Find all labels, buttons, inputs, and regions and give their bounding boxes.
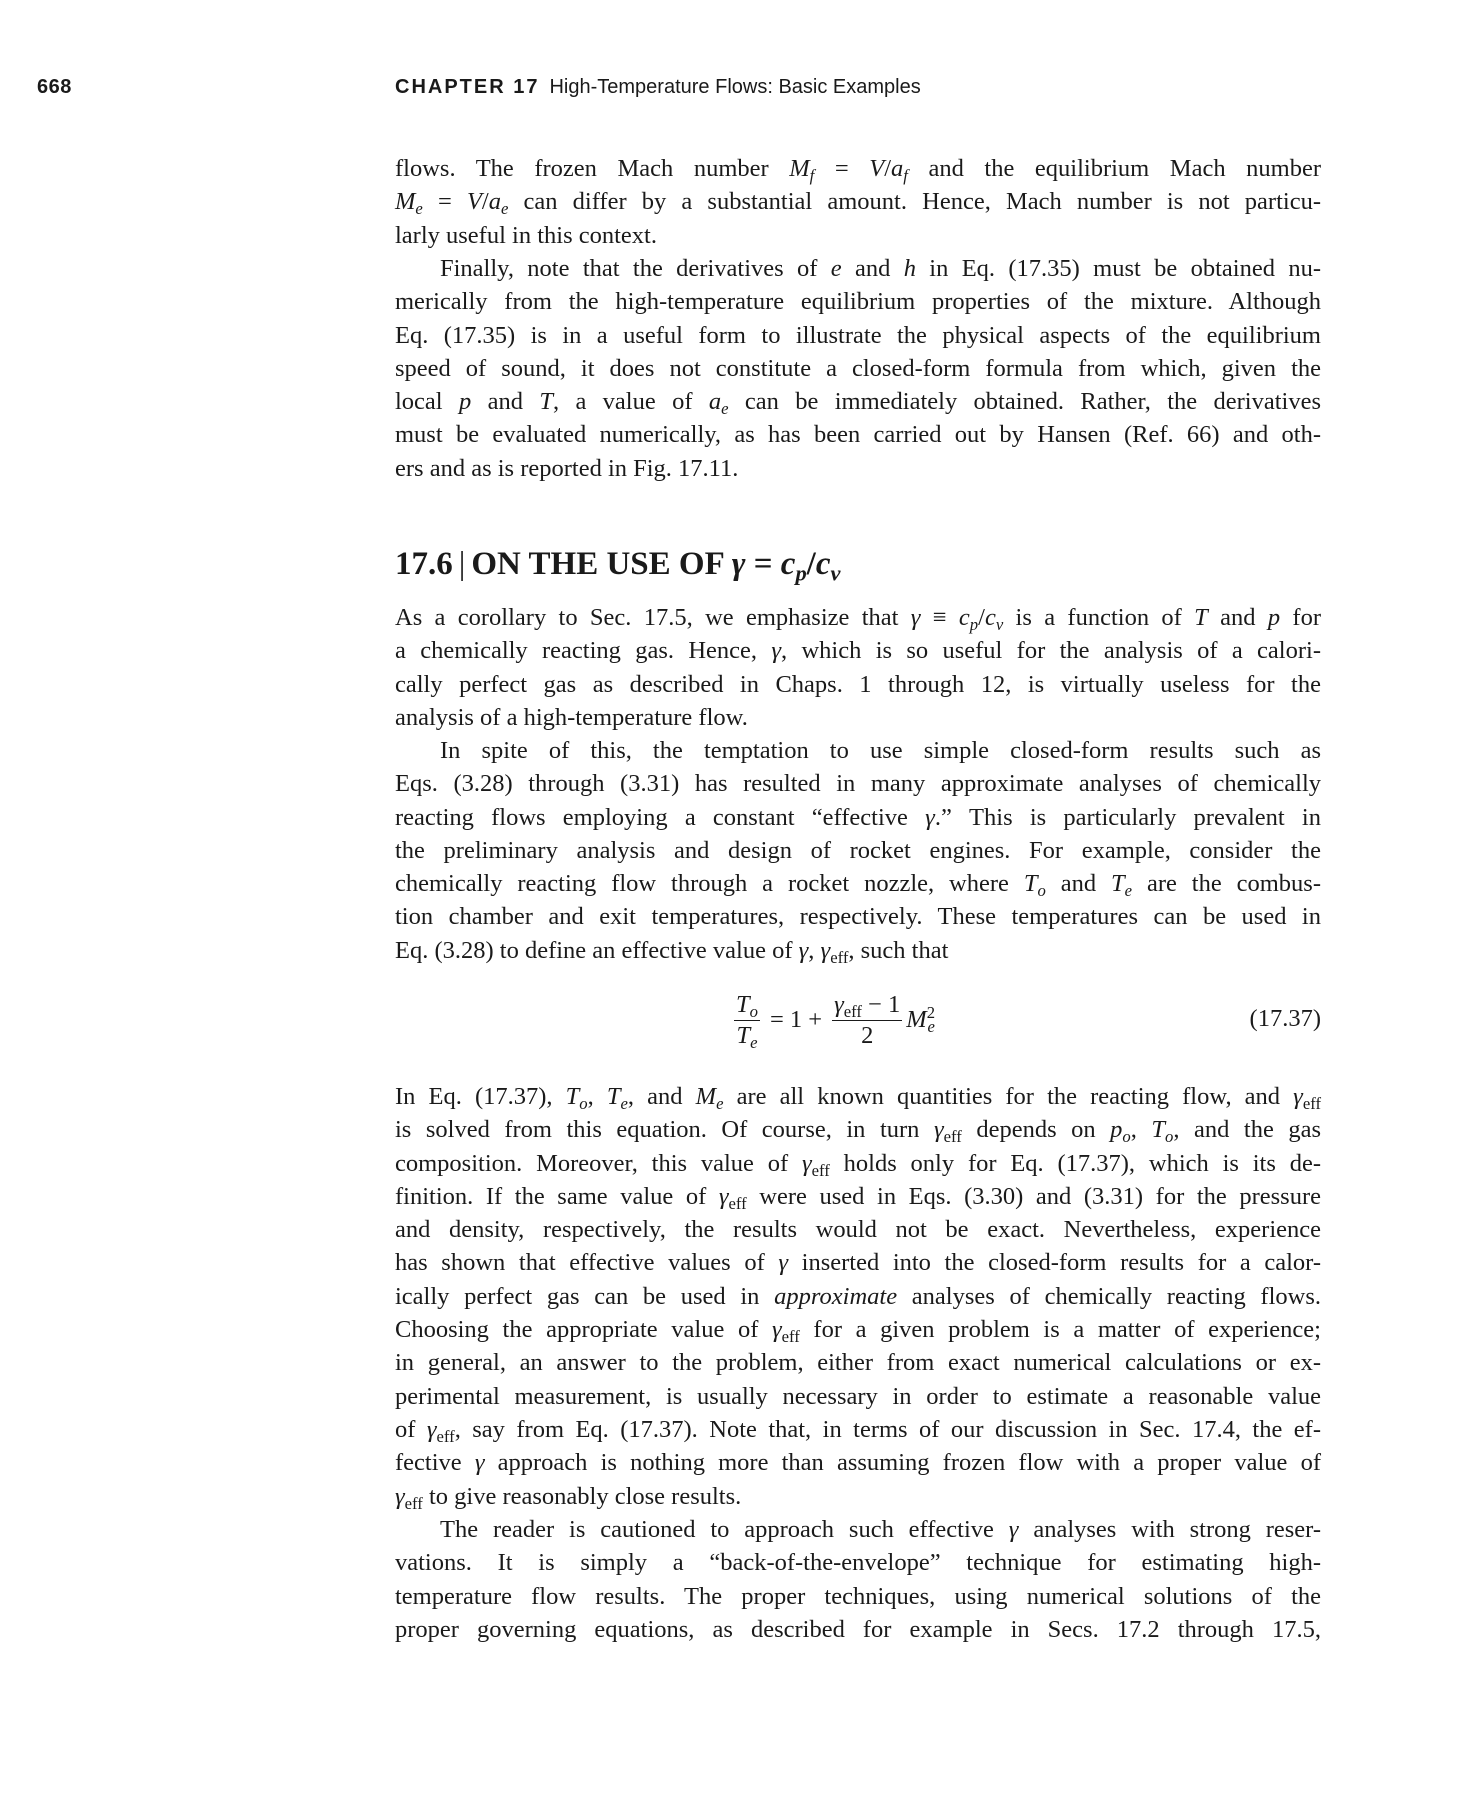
text-line [395, 867, 1321, 900]
text-run: proper governing equations, as described for example in Secs. 17.2 through 17.5, [395, 1615, 1321, 1643]
math-symbol [1023, 870, 1046, 901]
text-run: / [884, 155, 892, 182]
math-subscript: eff [781, 1327, 800, 1347]
eq-sub: e [750, 1032, 758, 1052]
math-symbol [801, 1149, 830, 1180]
text-run: , and the gas [1173, 1116, 1322, 1144]
math-var: γ [801, 1149, 812, 1177]
text-line [395, 934, 1321, 967]
math-var: γ [910, 604, 921, 631]
text-run: for a given problem is a matter of experience; [799, 1316, 1321, 1344]
math-subscript: e [415, 199, 423, 219]
math-subscript: eff [1302, 1093, 1322, 1113]
math-subscript: e [716, 1093, 724, 1113]
text-run: holds only for Eq. (17.37), which is its de- [829, 1149, 1321, 1177]
eq-text: − 1 [861, 990, 901, 1018]
text-run: cally perfect gas as described in Chaps. 1 through 12, is virtually useless for the [395, 670, 1321, 698]
math-var: approximate [774, 1282, 898, 1310]
math-var: γ [474, 1449, 485, 1477]
math-symbol [488, 188, 509, 219]
math-subscript: v [830, 560, 841, 586]
math-symbol [984, 604, 1004, 634]
text-line [395, 1180, 1321, 1213]
text-run: to give reasonably close results. [422, 1482, 742, 1510]
math-symbol [1194, 604, 1208, 631]
math-var: p [1267, 604, 1281, 631]
math-subscript: eff [728, 1193, 747, 1213]
math-symbol [771, 637, 781, 664]
math-symbol [565, 1083, 588, 1113]
text-line [395, 1380, 1321, 1413]
math-var: c [780, 546, 796, 582]
math-symbol [1009, 1516, 1019, 1543]
text-run: , such that [848, 936, 949, 964]
math-var: γ [731, 546, 746, 582]
eq-var: γ [834, 990, 844, 1018]
text-run: , and [627, 1083, 696, 1110]
math-subscript: f [809, 165, 815, 185]
math-symbol [774, 1283, 897, 1310]
paragraph [395, 734, 1321, 967]
eq-sup: 2 [926, 1002, 936, 1022]
text-line [395, 1213, 1321, 1246]
math-symbol [911, 604, 921, 631]
text-run: temperature flow results. The proper techniques, using numerical solutions of the [395, 1582, 1321, 1610]
math-subscript: o [1122, 1127, 1131, 1147]
text-line [395, 1580, 1321, 1613]
math-symbol [831, 255, 842, 282]
text-line [395, 601, 1321, 634]
chapter-label: CHAPTER 17 [395, 76, 540, 98]
math-var: a [708, 388, 722, 416]
math-var: h [903, 255, 916, 282]
math-symbol [1268, 604, 1280, 631]
text-line [395, 1613, 1321, 1646]
math-var: γ [771, 637, 782, 665]
math-subscript: v [995, 614, 1004, 634]
text-run: and density, respectively, the results would not be exact. Nevertheless, experience [395, 1216, 1321, 1244]
equation-number: (17.37) [1249, 1005, 1321, 1032]
math-symbol [869, 155, 884, 182]
math-symbol [459, 388, 471, 415]
text-line [395, 319, 1321, 352]
text-run: speed of sound, it does not constitute a closed-form formula from which, given the [395, 354, 1321, 382]
math-symbol [426, 1415, 455, 1446]
math-var: p [458, 388, 472, 416]
section-title: ON THE USE OF [471, 546, 732, 582]
math-subscript: o [1037, 881, 1046, 901]
text-run: chemically reacting flow through a rocket nozzle, where [395, 870, 1024, 898]
text-run: inserted into the closed-form results for a calor- [788, 1249, 1322, 1277]
math-symbol [732, 546, 746, 582]
text-run: of [395, 1415, 427, 1443]
math-subscript: eff [404, 1493, 423, 1513]
math-subscript: f [903, 165, 908, 185]
math-var: M [695, 1083, 717, 1110]
math-subscript: o [579, 1093, 588, 1113]
math-symbol [820, 936, 849, 967]
math-subscript: o [1165, 1127, 1174, 1147]
text-line [395, 219, 1321, 252]
paragraph [395, 1080, 1321, 1513]
math-subscript: e [620, 1093, 628, 1113]
text-line [395, 900, 1321, 933]
text-run: and [841, 255, 904, 282]
text-line [395, 767, 1321, 800]
math-var: γ [1008, 1516, 1019, 1543]
math-var: T [1151, 1116, 1166, 1144]
math-var: T [539, 388, 553, 416]
math-symbol [933, 1116, 962, 1147]
text-line [395, 1147, 1321, 1180]
text-line [395, 734, 1321, 767]
math-subscript: p [969, 614, 979, 634]
text-run: and [1207, 604, 1268, 631]
math-symbol [1111, 870, 1133, 901]
text-run: = [745, 546, 781, 582]
math-subscript: e [1124, 881, 1133, 901]
math-var: a [891, 155, 904, 182]
math-var: γ [925, 803, 935, 831]
text-line [395, 1413, 1321, 1446]
heading-separator: | [458, 546, 466, 582]
text-line [395, 1446, 1321, 1479]
text-run: has shown that effective values of [395, 1249, 779, 1277]
paragraph [395, 252, 1321, 485]
text-run: Finally, note that the derivatives of [440, 255, 831, 282]
math-var: γ [718, 1182, 729, 1210]
eq-sub: o [749, 1001, 758, 1021]
text-run: = [422, 188, 467, 216]
math-symbol [1151, 1116, 1174, 1147]
text-line [395, 1346, 1321, 1379]
eq-var: T [736, 990, 750, 1018]
math-symbol [539, 388, 553, 415]
math-symbol [695, 1083, 724, 1113]
math-symbol [771, 1316, 800, 1347]
text-run: can differ by a substantial amount. Hence, Mach number is not particu- [508, 188, 1321, 216]
math-var: e [830, 255, 842, 282]
text-line [395, 1546, 1321, 1579]
math-symbol [904, 255, 916, 282]
text-run: / [978, 604, 985, 631]
text-line [395, 418, 1321, 451]
gamma-fraction [832, 990, 902, 1051]
text-run: a chemically reacting gas. Hence, [395, 637, 772, 665]
math-var: T [606, 1083, 621, 1110]
math-symbol [1110, 1116, 1131, 1147]
math-symbol [606, 1083, 628, 1113]
text-run: were used in Eqs. (3.30) and (3.31) for the pressure [746, 1182, 1321, 1210]
text-run: analysis of a high-temperature flow. [395, 703, 748, 731]
text-line [395, 352, 1321, 385]
text-line [395, 1080, 1321, 1113]
text-line [395, 634, 1321, 667]
text-line [395, 668, 1321, 701]
eq-var: T [736, 1021, 751, 1049]
text-run: , which is so useful for the analysis of a calori- [781, 637, 1321, 665]
equation-17-37 [0, 985, 1473, 1055]
text-run: reacting flows employing a constant “effective [395, 803, 926, 831]
text-line [395, 285, 1321, 318]
text-run: tion chamber and exit temperatures, respectively. These temperatures can be used in [395, 903, 1321, 931]
math-var: a [488, 188, 501, 216]
math-var: c [984, 604, 996, 631]
math-var: T [565, 1083, 580, 1110]
text-run: Eq. (17.35) is in a useful form to illustrate the physical aspects of the equilibrium [395, 321, 1321, 349]
math-subscript: p [795, 560, 807, 586]
eq-sub: e [927, 1016, 935, 1036]
text-run: In spite of this, the temptation to use simple closed-form results such as [440, 737, 1321, 764]
text-run: for [1280, 604, 1321, 631]
math-var: M [395, 188, 416, 216]
math-symbol [708, 388, 729, 419]
text-run: finition. If the same value of [395, 1182, 719, 1210]
math-symbol [395, 1482, 423, 1513]
text-run: As a corollary to Sec. 17.5, we emphasize that [395, 604, 911, 631]
text-line [395, 252, 1321, 285]
math-symbol [467, 188, 482, 215]
math-symbol [718, 1182, 747, 1213]
text-run: local [395, 388, 459, 416]
section-formula [731, 546, 841, 586]
text-run: = [814, 155, 870, 182]
text-line [395, 1246, 1321, 1279]
math-var: M [789, 155, 810, 182]
text-run: , say from Eq. (17.37). Note that, in terms of our discussion in Sec. 17.4, the ef- [454, 1415, 1321, 1443]
text-run: and [471, 388, 540, 416]
eq-denominator: 2 [861, 1021, 874, 1049]
math-symbol [395, 188, 423, 219]
text-run: fective [395, 1449, 475, 1477]
math-subscript: eff [943, 1127, 962, 1147]
text-run: Choosing the appropriate value of [395, 1316, 772, 1344]
text-run: / [481, 188, 489, 216]
text-run: , [1130, 1116, 1152, 1144]
math-var: T [1111, 870, 1125, 898]
paragraph [395, 1513, 1321, 1646]
text-run: depends on [961, 1116, 1111, 1144]
text-run: ≡ [920, 604, 959, 631]
math-symbol [789, 155, 815, 185]
text-run: and the equilibrium Mach number [907, 155, 1321, 182]
math-var: V [869, 155, 885, 182]
math-var: γ [798, 936, 809, 964]
text-line [395, 1113, 1321, 1146]
math-var: p [1110, 1116, 1123, 1144]
math-subscript: e [721, 399, 729, 419]
math-var: c [815, 546, 831, 582]
section-heading [395, 546, 841, 586]
text-run: ers and as is reported in Fig. 17.11. [395, 454, 739, 482]
text-run: Eqs. (3.28) through (3.31) has resulted in many approximate analyses of chemically [395, 770, 1321, 798]
math-var: γ [771, 1316, 782, 1344]
math-var: T [1023, 870, 1038, 898]
text-run: is solved from this equation. Of course, in turn [395, 1116, 934, 1144]
text-run: approach is nothing more than assuming frozen flow with a proper value of [484, 1449, 1321, 1477]
text-run: can be immediately obtained. Rather, the derivatives [728, 388, 1321, 416]
text-line [395, 834, 1321, 867]
text-run: , [587, 1083, 607, 1110]
math-var: γ [426, 1415, 437, 1443]
math-symbol [815, 546, 841, 586]
math-symbol [780, 546, 807, 586]
text-run: perimental measurement, is usually necessary in order to estimate a reasonable value [395, 1382, 1321, 1410]
section-number: 17.6 [395, 546, 453, 582]
text-run: in general, an answer to the problem, either from exact numerical calculations or ex- [395, 1349, 1321, 1377]
math-subscript: eff [830, 947, 849, 967]
text-run: The reader is cautioned to approach such effective [440, 1516, 1009, 1543]
text-line [395, 1480, 1321, 1513]
running-header [395, 76, 921, 99]
math-symbol [778, 1249, 788, 1276]
text-line [395, 1280, 1321, 1313]
text-run: flows. The frozen Mach number [395, 155, 790, 182]
text-run: in Eq. (17.35) must be obtained nu- [915, 255, 1321, 282]
text-run: analyses of chemically reacting flows. [897, 1282, 1321, 1310]
text-line [395, 801, 1321, 834]
text-line [395, 152, 1321, 185]
paragraph [395, 152, 1321, 252]
math-var: V [466, 188, 482, 216]
math-subscript: eff [811, 1160, 830, 1180]
text-run: Eq. (3.28) to define an effective value of [395, 936, 799, 964]
math-symbol [925, 804, 935, 831]
math-symbol [958, 604, 979, 634]
paragraph [395, 601, 1321, 734]
text-run: larly useful in this context. [395, 221, 657, 249]
math-symbol [799, 937, 809, 964]
text-line [395, 1313, 1321, 1346]
text-line [395, 185, 1321, 218]
text-run: must be evaluated numerically, as has been carried out by Hansen (Ref. 66) and oth- [395, 421, 1321, 449]
text-run: composition. Moreover, this value of [395, 1149, 802, 1177]
math-var: γ [933, 1116, 944, 1144]
text-run: vations. It is simply a “back-of-the-envelope” technique for estimating high- [395, 1549, 1321, 1577]
math-symbol [891, 155, 908, 185]
math-var: c [958, 604, 970, 631]
text-run: analyses with strong reser- [1018, 1516, 1322, 1543]
text-line [395, 385, 1321, 418]
math-subscript: e [500, 199, 509, 219]
page-number: 668 [37, 76, 72, 98]
text-run: are the combus- [1132, 870, 1322, 898]
math-symbol [1293, 1083, 1322, 1113]
eq-sub: eff [843, 1001, 862, 1021]
text-run: , a value of [552, 388, 709, 416]
text-run: .” This is particularly prevalent in [934, 803, 1321, 831]
temperature-ratio [734, 990, 760, 1051]
text-line [395, 452, 1321, 485]
eq-var: M [906, 1006, 927, 1033]
text-run: / [806, 546, 816, 582]
text-run: the preliminary analysis and design of rocket engines. For example, consider the [395, 836, 1321, 864]
text-line [395, 701, 1321, 734]
text-run: is a function of [1003, 604, 1195, 631]
text-run: merically from the high-temperature equilibrium properties of the mixture. Although [395, 288, 1321, 316]
math-var: T [1194, 604, 1208, 631]
math-var: γ [395, 1482, 405, 1510]
text-run: and [1045, 870, 1111, 898]
text-run: In Eq. (17.37), [395, 1083, 566, 1110]
math-var: γ [1293, 1083, 1303, 1110]
text-run: ically perfect gas can be used in [395, 1282, 775, 1310]
text-run: are all known quantities for the reacting flow, and [723, 1083, 1294, 1110]
chapter-title: High-Temperature Flows: Basic Examples [549, 76, 921, 98]
text-run: , [808, 936, 821, 964]
math-var: γ [778, 1249, 789, 1277]
math-var: γ [820, 936, 831, 964]
text-line [395, 1513, 1321, 1546]
math-subscript: eff [436, 1426, 455, 1446]
eq-operator: = 1 + [769, 1006, 823, 1033]
